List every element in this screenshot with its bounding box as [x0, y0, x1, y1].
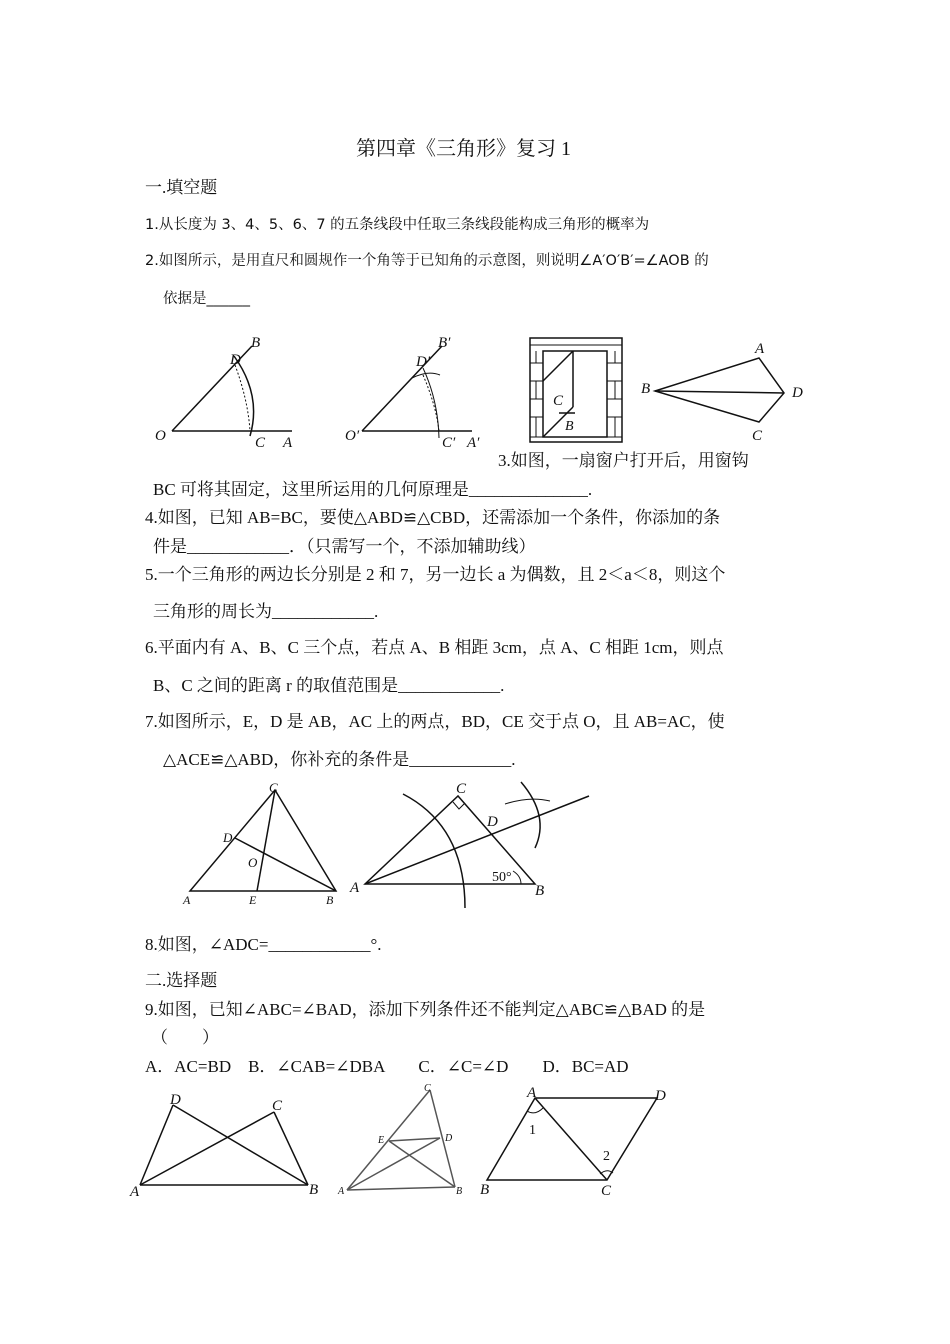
section-fill-in-heading: 一.填空题 — [145, 178, 218, 197]
label-a: A — [338, 1186, 345, 1197]
page-title: 第四章《三角形》复习 1 — [356, 138, 571, 160]
label-b: B — [251, 335, 261, 351]
label-a: A — [527, 1085, 537, 1101]
label-a-prime: A′ — [467, 435, 480, 451]
label-o: O — [248, 855, 258, 870]
question-1: 1.从长度为 3、4、5、6、7 的五条线段中任取三条线段能构成三角形的概率为 — [145, 217, 650, 233]
figure-parallelogram — [475, 1082, 685, 1202]
label-d: D — [655, 1088, 666, 1104]
question-2-line-1: 2.如图所示，是用直尺和圆规作一个角等于已知角的示意图，则说明∠A′O′B′=∠AOB 的 — [145, 253, 709, 269]
label-b-prime: B′ — [438, 335, 451, 351]
label-o-prime: O′ — [345, 428, 360, 444]
question-8: 8.如图，∠ADC=____________°. — [145, 935, 382, 954]
label-a: A — [130, 1184, 140, 1200]
label-c: C — [269, 780, 278, 795]
label-a: A — [183, 893, 191, 907]
label-b: B — [309, 1182, 319, 1198]
question-9-options: A．AC=BD B．∠CAB=∠DBA C．∠C=∠D D．BC=AD — [145, 1057, 629, 1076]
figure-angle-aob — [150, 330, 300, 455]
label-a: A — [350, 880, 360, 896]
question-3-line-2: BC 可将其固定，这里所运用的几何原理是______________. — [153, 480, 593, 499]
label-b: B — [565, 419, 574, 434]
label-o: O — [155, 428, 166, 444]
figure-triangle-q7 — [178, 778, 348, 908]
question-5-line-1: 5.一个三角形的两边长分别是 2 和 7，另一边长 a 为偶数，且 2＜a＜8，则这个 — [145, 565, 726, 584]
question-4-line-2: 件是____________．（只需写一个，不添加辅助线） — [153, 537, 536, 556]
question-7-line-2: △ACE≌△ABD，你补充的条件是____________. — [163, 750, 516, 769]
section-choice-heading: 二.选择题 — [145, 971, 218, 990]
label-c: C — [553, 393, 564, 409]
label-d: D — [230, 352, 241, 368]
label-c: C — [456, 781, 467, 797]
label-c: C — [255, 435, 266, 451]
label-d: D — [792, 385, 803, 401]
label-b: B — [480, 1182, 490, 1198]
label-c: C — [601, 1183, 612, 1199]
label-a: A — [283, 435, 293, 451]
label-d: D — [223, 830, 233, 845]
question-9-line-2: （ ） — [151, 1028, 219, 1047]
angle-label: 50° — [492, 870, 512, 885]
label-c: C — [752, 428, 763, 444]
figure-triangle-crossed — [335, 1080, 470, 1200]
label-b: B — [456, 1186, 463, 1197]
label-d-prime: D′ — [416, 354, 431, 370]
figure-window-hook — [529, 337, 624, 444]
angle-2-label: 2 — [603, 1149, 610, 1164]
label-c: C — [424, 1083, 431, 1094]
label-a: A — [755, 341, 765, 357]
angle-1-label: 1 — [529, 1123, 536, 1138]
label-d: D — [170, 1092, 181, 1108]
label-d: D — [445, 1133, 453, 1144]
figure-triangles-q9 — [128, 1088, 328, 1200]
label-e: E — [249, 893, 257, 907]
question-5-line-2: 三角形的周长为____________. — [153, 602, 379, 621]
question-6-line-1: 6.平面内有 A、B、C 三个点，若点 A、B 相距 3cm，点 A、C 相距 1cm，则点 — [145, 638, 724, 657]
label-e: E — [378, 1135, 385, 1146]
question-7-line-1: 7.如图所示，E，D 是 AB，AC 上的两点，BD，CE 交于点 O，且 AB=AC，使 — [145, 712, 725, 731]
label-b: B — [535, 883, 545, 899]
label-c: C — [272, 1098, 283, 1114]
question-6-line-2: B、C 之间的距离 r 的取值范围是____________. — [153, 676, 505, 695]
question-3-line-1: 3.如图，一扇窗户打开后，用窗钩 — [498, 451, 749, 470]
label-b: B — [641, 381, 651, 397]
label-b: B — [326, 893, 334, 907]
question-4-line-1: 4.如图，已知 AB=BC，要使△ABD≌△CBD，还需添加一个条件，你添加的条 — [145, 508, 721, 527]
question-2-line-2: 依据是______ — [163, 291, 250, 307]
question-9-line-1: 9.如图，已知∠ABC=∠BAD，添加下列条件还不能判定△ABC≌△BAD 的是 — [145, 1000, 706, 1019]
label-c-prime: C′ — [442, 435, 456, 451]
label-d: D — [487, 814, 498, 830]
figure-angle-aprime-oprime-bprime — [340, 330, 490, 455]
figure-right-triangle-q8 — [345, 776, 595, 911]
figure-kite-abcd — [637, 338, 817, 448]
